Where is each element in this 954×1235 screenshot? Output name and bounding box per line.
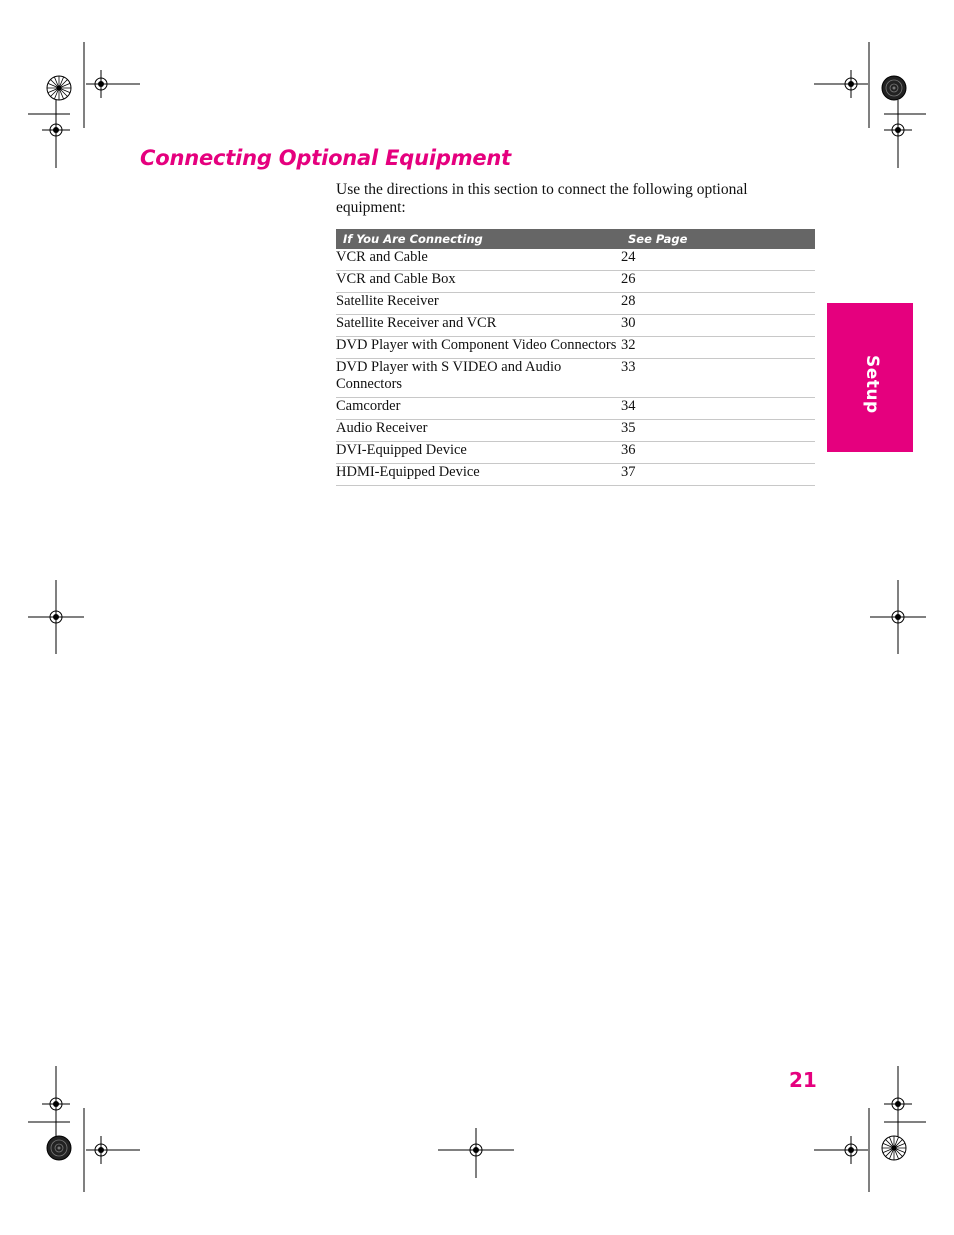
table-row — [336, 315, 815, 337]
section-tab-label: Setup — [862, 355, 882, 414]
equipment-name: VCR and Cable — [336, 249, 620, 271]
table-row — [336, 337, 815, 359]
equipment-name: HDMI-Equipped Device — [336, 464, 620, 486]
page-number: 21 — [789, 1068, 817, 1092]
equipment-name: Audio Receiver — [336, 420, 620, 442]
equipment-name: Camcorder — [336, 398, 620, 420]
table-row — [336, 398, 815, 420]
equipment-name: VCR and Cable Box — [336, 271, 620, 293]
table-row — [336, 249, 815, 271]
page-reference: 24 — [620, 249, 815, 271]
table-header-row — [336, 229, 815, 249]
table-row — [336, 293, 815, 315]
page-reference: 32 — [620, 337, 815, 359]
page-reference: 30 — [620, 315, 815, 337]
page-title: Connecting Optional Equipment — [140, 146, 512, 170]
page-reference: 37 — [620, 464, 815, 486]
page-reference: 26 — [620, 271, 815, 293]
table-row — [336, 359, 815, 398]
equipment-name: Satellite Receiver and VCR — [336, 315, 620, 337]
header-see-page: See Page — [620, 229, 815, 249]
page-reference: 28 — [620, 293, 815, 315]
table-row — [336, 442, 815, 464]
equipment-name: Satellite Receiver — [336, 293, 620, 315]
table-row — [336, 464, 815, 486]
page-reference: 34 — [620, 398, 815, 420]
intro-paragraph: Use the directions in this section to connect the following optional equipment: — [336, 181, 748, 216]
equipment-name: DVD Player with S VIDEO and Audio Connectors — [336, 359, 620, 398]
equipment-name: DVI-Equipped Device — [336, 442, 620, 464]
page-reference: 36 — [620, 442, 815, 464]
table-row — [336, 271, 815, 293]
equipment-table — [336, 229, 815, 486]
table-row — [336, 420, 815, 442]
section-tab — [827, 303, 913, 452]
page-reference: 35 — [620, 420, 815, 442]
header-connecting: If You Are Connecting — [336, 229, 620, 249]
equipment-name: DVD Player with Component Video Connectors — [336, 337, 620, 359]
page-reference: 33 — [620, 359, 815, 398]
